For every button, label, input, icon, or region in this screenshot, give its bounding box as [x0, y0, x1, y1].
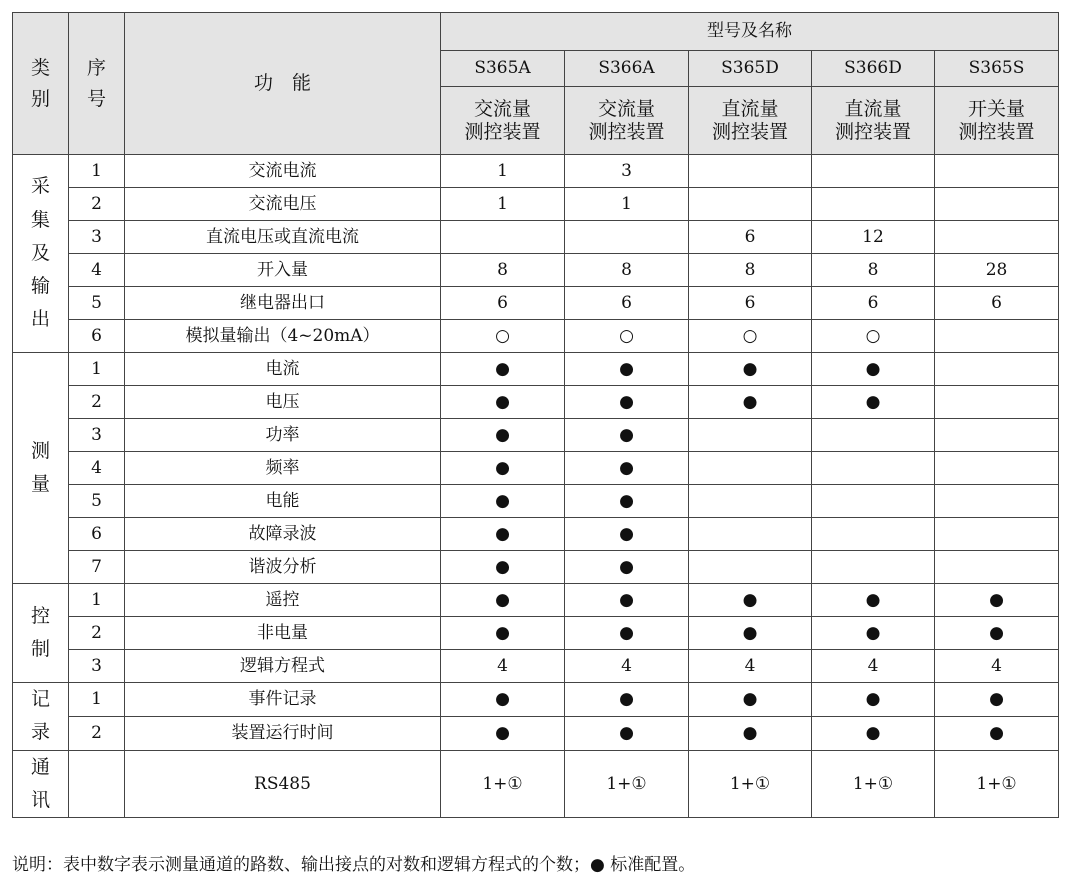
model-value-0: 6: [441, 287, 565, 320]
model-value-2: [689, 551, 812, 584]
model-value-0: 8: [441, 254, 565, 287]
model-value-0: 1+①: [441, 750, 565, 818]
model-value-1: 3: [565, 155, 689, 188]
table-row: [13, 650, 1059, 683]
model-value-4: [935, 386, 1059, 419]
function-name: 继电器出口: [125, 287, 441, 320]
model-value-4: [935, 551, 1059, 584]
row-index: 2: [69, 716, 125, 750]
model-value-3: [812, 551, 935, 584]
table-row: [13, 485, 1059, 518]
function-name: 交流电压: [125, 188, 441, 221]
header-model-group: 型号及名称: [441, 13, 1059, 51]
model-value-3: 1+①: [812, 750, 935, 818]
model-name-line1: 开关量: [968, 97, 1026, 120]
model-value-2: ●: [689, 716, 812, 750]
row-index: 1: [69, 155, 125, 188]
model-value-2: [689, 155, 812, 188]
row-index: 1: [69, 584, 125, 617]
function-name: RS485: [125, 750, 441, 818]
model-name-1: [565, 87, 689, 155]
model-value-0: ●: [441, 485, 565, 518]
model-value-1: 6: [565, 287, 689, 320]
category-cell: 控制: [13, 584, 69, 683]
model-value-4: ●: [935, 617, 1059, 650]
row-index: 6: [69, 320, 125, 353]
model-value-3: ●: [812, 683, 935, 717]
model-value-3: ●: [812, 716, 935, 750]
table-row: [13, 287, 1059, 320]
model-value-3: ○: [812, 320, 935, 353]
model-value-4: [935, 452, 1059, 485]
row-index: 3: [69, 650, 125, 683]
model-value-1: ●: [565, 419, 689, 452]
model-value-3: ●: [812, 353, 935, 386]
model-value-1: 4: [565, 650, 689, 683]
model-value-1: ●: [565, 617, 689, 650]
model-name-line1: 交流量: [597, 97, 655, 120]
model-value-1: 1+①: [565, 750, 689, 818]
model-value-4: [935, 485, 1059, 518]
model-value-0: ●: [441, 551, 565, 584]
model-name-line1: 直流量: [844, 97, 902, 120]
function-name: 频率: [125, 452, 441, 485]
model-code-4: S365S: [935, 51, 1059, 87]
model-value-0: [441, 221, 565, 254]
model-value-2: [689, 452, 812, 485]
model-value-3: [812, 518, 935, 551]
model-value-3: [812, 485, 935, 518]
model-value-0: ●: [441, 518, 565, 551]
function-name: 事件记录: [125, 683, 441, 717]
table-row: [13, 386, 1059, 419]
row-index: 1: [69, 683, 125, 717]
model-value-3: ●: [812, 386, 935, 419]
table-row: [13, 188, 1059, 221]
table-row: [13, 254, 1059, 287]
row-index: 2: [69, 617, 125, 650]
row-index: 7: [69, 551, 125, 584]
model-value-1: ●: [565, 485, 689, 518]
model-value-0: 1: [441, 155, 565, 188]
row-index: 3: [69, 419, 125, 452]
function-name: 遥控: [125, 584, 441, 617]
function-name: 交流电流: [125, 155, 441, 188]
category-cell: 记录: [13, 683, 69, 751]
model-value-2: [689, 188, 812, 221]
model-value-0: ●: [441, 584, 565, 617]
table-row: [13, 419, 1059, 452]
table-row: [13, 221, 1059, 254]
function-name: 电能: [125, 485, 441, 518]
table-row: [13, 518, 1059, 551]
spec-table: [12, 12, 1059, 818]
model-value-0: ●: [441, 452, 565, 485]
table-row: [13, 716, 1059, 750]
model-value-2: ○: [689, 320, 812, 353]
header-index: 序号: [69, 13, 125, 155]
table-row: [13, 452, 1059, 485]
table-row: [13, 584, 1059, 617]
model-value-1: ○: [565, 320, 689, 353]
model-value-0: 1: [441, 188, 565, 221]
table-row: [13, 155, 1059, 188]
model-code-1: S366A: [565, 51, 689, 87]
model-value-1: [565, 221, 689, 254]
model-name-line2: 测控装置: [464, 120, 541, 143]
model-value-3: 4: [812, 650, 935, 683]
function-name: 直流电压或直流电流: [125, 221, 441, 254]
model-value-1: ●: [565, 551, 689, 584]
model-value-3: 8: [812, 254, 935, 287]
model-value-0: ●: [441, 617, 565, 650]
model-value-2: 4: [689, 650, 812, 683]
category-cell: 测量: [13, 353, 69, 584]
model-value-1: ●: [565, 584, 689, 617]
model-value-3: [812, 155, 935, 188]
model-value-2: 6: [689, 287, 812, 320]
model-name-line2: 测控装置: [711, 120, 788, 143]
function-name: 功率: [125, 419, 441, 452]
model-value-1: ●: [565, 716, 689, 750]
row-index: 5: [69, 287, 125, 320]
model-value-4: [935, 419, 1059, 452]
model-code-2: S365D: [689, 51, 812, 87]
model-value-3: ●: [812, 584, 935, 617]
model-code-0: S365A: [441, 51, 565, 87]
function-name: 电压: [125, 386, 441, 419]
model-value-2: 6: [689, 221, 812, 254]
model-value-3: [812, 188, 935, 221]
row-index: 2: [69, 386, 125, 419]
model-value-1: ●: [565, 683, 689, 717]
model-value-2: ●: [689, 386, 812, 419]
model-name-2: [689, 87, 812, 155]
model-value-4: [935, 188, 1059, 221]
model-value-4: [935, 320, 1059, 353]
model-value-0: ●: [441, 419, 565, 452]
model-value-0: 4: [441, 650, 565, 683]
category-cell: 采集及输出: [13, 155, 69, 353]
row-index: 4: [69, 452, 125, 485]
model-value-2: 8: [689, 254, 812, 287]
model-value-4: [935, 353, 1059, 386]
model-value-4: ●: [935, 716, 1059, 750]
model-value-4: [935, 518, 1059, 551]
model-value-4: ●: [935, 584, 1059, 617]
model-value-2: [689, 485, 812, 518]
function-name: 模拟量输出（4~20mA）: [125, 320, 441, 353]
category-cell: 通讯: [13, 750, 69, 818]
function-name: 逻辑方程式: [125, 650, 441, 683]
table-row: [13, 353, 1059, 386]
model-value-4: [935, 155, 1059, 188]
model-value-4: ●: [935, 683, 1059, 717]
model-value-4: 6: [935, 287, 1059, 320]
model-name-line1: 交流量: [473, 97, 531, 120]
table-row: [13, 750, 1059, 818]
model-value-1: ●: [565, 452, 689, 485]
table-row: [13, 683, 1059, 717]
model-value-1: 8: [565, 254, 689, 287]
header-category: 类别: [13, 13, 69, 155]
model-name-3: [812, 87, 935, 155]
function-name: 非电量: [125, 617, 441, 650]
row-index: 5: [69, 485, 125, 518]
row-index: 6: [69, 518, 125, 551]
model-value-4: 1+①: [935, 750, 1059, 818]
function-name: 电流: [125, 353, 441, 386]
function-name: 开入量: [125, 254, 441, 287]
model-value-2: [689, 518, 812, 551]
model-value-4: [935, 221, 1059, 254]
table-note: 说明：表中数字表示测量通道的路数、输出接点的对数和逻辑方程式的个数；● 标准配置。: [12, 855, 696, 875]
function-name: 装置运行时间: [125, 716, 441, 750]
model-name-line2: 测控装置: [958, 120, 1035, 143]
model-value-1: ●: [565, 518, 689, 551]
model-value-2: [689, 419, 812, 452]
header-function: 功 能: [125, 13, 441, 155]
model-value-2: 1+①: [689, 750, 812, 818]
model-value-4: 4: [935, 650, 1059, 683]
model-name-line1: 直流量: [721, 97, 779, 120]
model-value-3: 6: [812, 287, 935, 320]
model-value-3: [812, 419, 935, 452]
model-name-4: [935, 87, 1059, 155]
table-row: [13, 617, 1059, 650]
row-index: 2: [69, 188, 125, 221]
model-value-4: 28: [935, 254, 1059, 287]
model-value-0: ●: [441, 386, 565, 419]
model-value-2: ●: [689, 617, 812, 650]
model-value-1: ●: [565, 353, 689, 386]
table-row: [13, 551, 1059, 584]
model-value-0: ●: [441, 716, 565, 750]
model-code-3: S366D: [812, 51, 935, 87]
row-index: 1: [69, 353, 125, 386]
model-value-3: 12: [812, 221, 935, 254]
model-name-line2: 测控装置: [834, 120, 911, 143]
model-value-1: 1: [565, 188, 689, 221]
table-row: [13, 320, 1059, 353]
model-value-0: ●: [441, 683, 565, 717]
model-value-2: ●: [689, 683, 812, 717]
row-index: 4: [69, 254, 125, 287]
function-name: 故障录波: [125, 518, 441, 551]
row-index: 3: [69, 221, 125, 254]
model-value-2: ●: [689, 353, 812, 386]
model-value-2: ●: [689, 584, 812, 617]
model-value-0: ●: [441, 353, 565, 386]
function-name: 谐波分析: [125, 551, 441, 584]
model-value-0: ○: [441, 320, 565, 353]
model-name-line2: 测控装置: [588, 120, 665, 143]
model-value-3: ●: [812, 617, 935, 650]
model-value-1: ●: [565, 386, 689, 419]
row-index: [69, 750, 125, 818]
model-name-0: [441, 87, 565, 155]
model-value-3: [812, 452, 935, 485]
